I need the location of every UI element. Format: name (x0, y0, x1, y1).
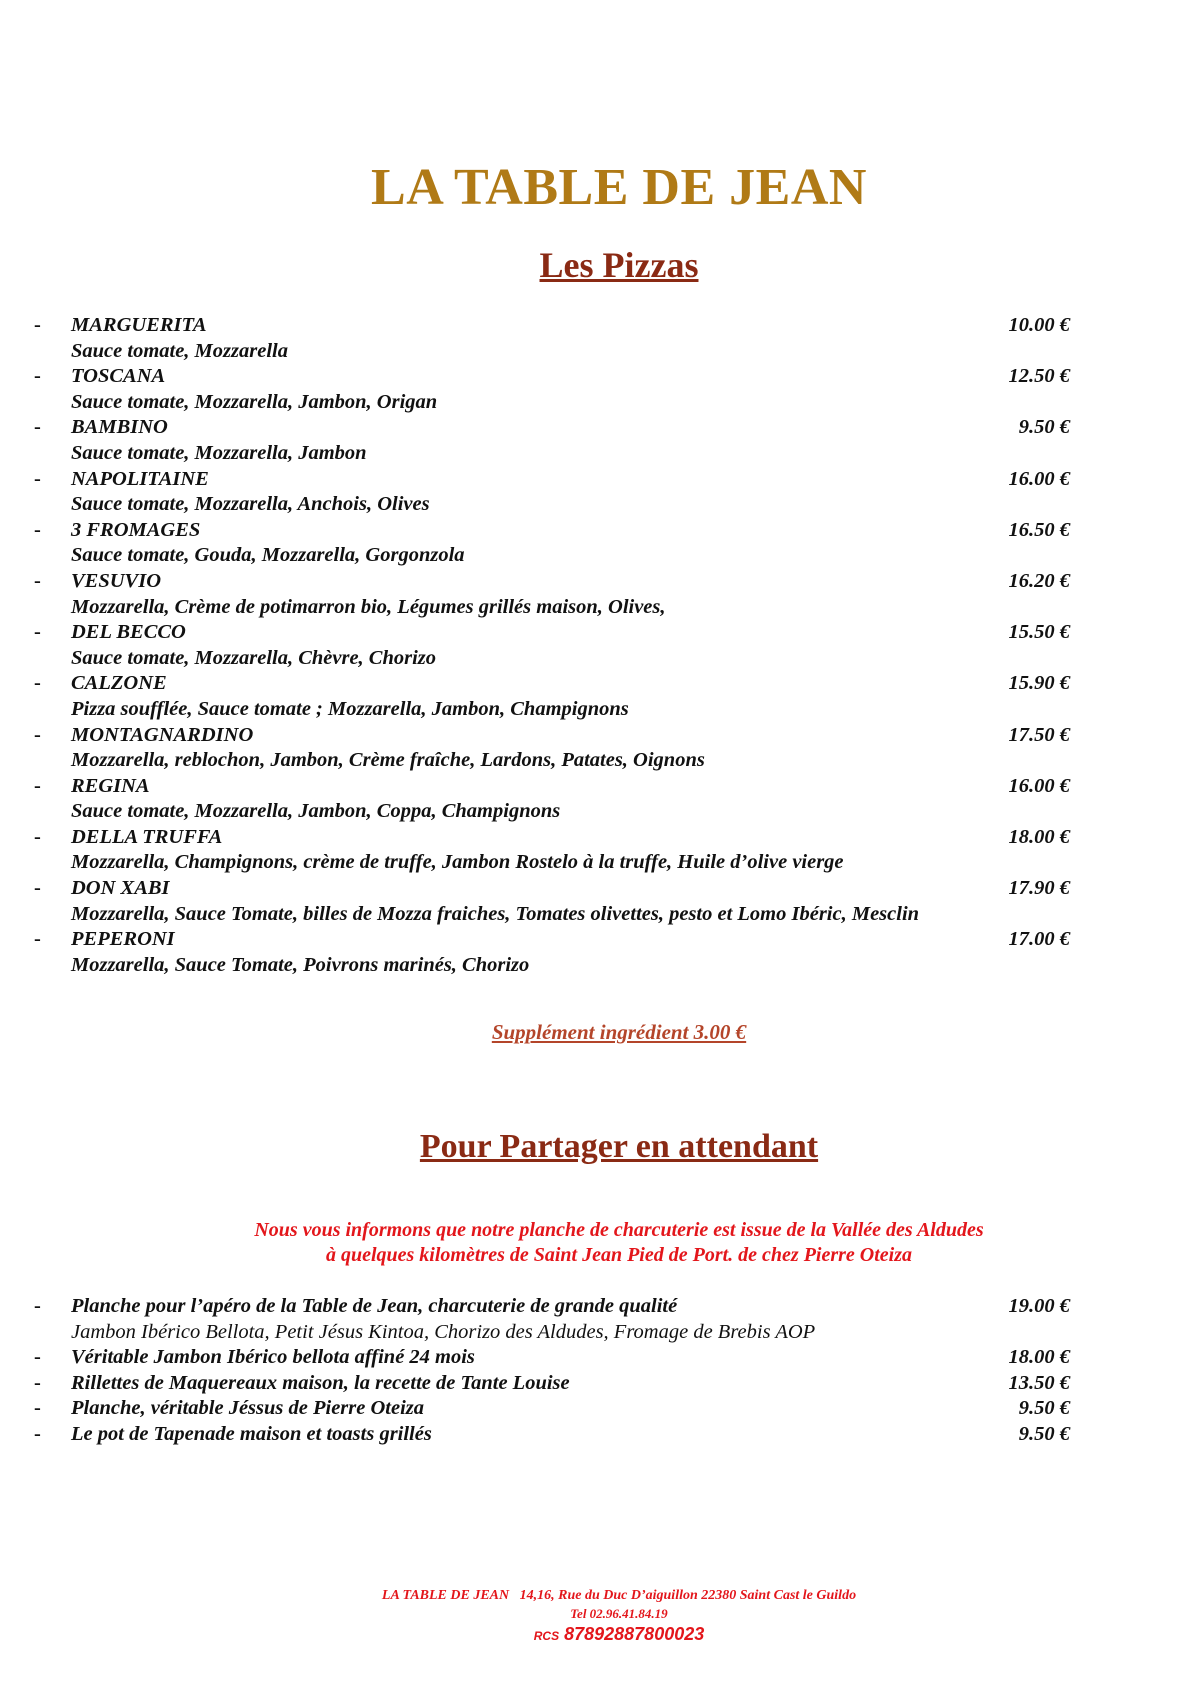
pizza-price: 17.50 € (1008, 723, 1070, 746)
pizza-description: Sauce tomate, Mozzarella (71, 339, 288, 362)
bullet-dash: - (34, 672, 41, 695)
share-price: 9.50 € (1018, 1397, 1070, 1420)
pizza-description: Pizza soufflée, Sauce tomate ; Mozzarella, Jambon, Champignons (71, 697, 629, 720)
share-description: Jambon Ibérico Bellota, Petit Jésus Kintoa, Chorizo des Aldudes, Fromage de Brebis AOP (71, 1320, 816, 1343)
footer-rcs (0, 1622, 1200, 1648)
pizza-price: 10.00 € (1008, 314, 1070, 336)
pizza-description: Mozzarella, Champignons, crème de truffe, Jambon Rostelo à la truffe, Huile d’olive vierge (71, 851, 844, 874)
pizza-price: 18.00 € (1008, 825, 1070, 848)
pizza-description: Sauce tomate, Mozzarella, Jambon, Origan (71, 390, 438, 413)
pizza-description: Sauce tomate, Gouda, Mozzarella, Gorgonzola (71, 544, 465, 567)
restaurant-title: LA TABLE DE JEAN (371, 159, 867, 216)
pizza-price: 16.00 € (1008, 774, 1070, 797)
pizza-item (0, 671, 1200, 697)
share-name: Véritable Jambon Ibérico bellota affiné 24 mois (71, 1346, 475, 1369)
pizza-description-row (0, 492, 1200, 518)
pizza-description-row (0, 953, 1200, 979)
pizza-description-row (0, 850, 1200, 876)
bullet-dash: - (34, 467, 41, 490)
pizza-description-row (0, 799, 1200, 825)
share-item (0, 1345, 1200, 1371)
pizza-name: DEL BECCO (71, 621, 186, 644)
pizza-description-row (0, 697, 1200, 723)
share-name: Le pot de Tapenade maison et toasts grillés (71, 1422, 432, 1445)
share-item (0, 1422, 1200, 1448)
pizza-name: PEPERONI (71, 928, 175, 951)
bullet-dash: - (34, 416, 41, 439)
bullet-dash: - (34, 1371, 41, 1394)
pizza-price: 15.50 € (1008, 621, 1070, 644)
bullet-dash: - (34, 1346, 41, 1369)
bullet-dash: - (34, 877, 41, 900)
bullet-dash: - (34, 365, 41, 388)
share-name: Rillettes de Maquereaux maison, la recette de Tante Louise (71, 1371, 570, 1394)
bullet-dash: - (34, 314, 41, 336)
pizza-item (0, 825, 1200, 851)
supplement-note: Supplément ingrédient 3.00 € (491, 1020, 747, 1044)
share-price: 18.00 € (1008, 1346, 1070, 1369)
pizza-name: REGINA (71, 774, 150, 797)
pizza-price: 16.50 € (1008, 518, 1070, 541)
pizza-description-row (0, 441, 1200, 467)
share-price: 13.50 € (1008, 1371, 1070, 1394)
pizza-price: 16.20 € (1008, 569, 1070, 592)
pizza-item (0, 876, 1200, 902)
pizza-price: 17.90 € (1008, 877, 1070, 900)
pizza-description-row (0, 595, 1200, 621)
share-name: Planche, véritable Jéssus de Pierre Oteiza (71, 1397, 425, 1420)
pizza-name: MARGUERITA (71, 314, 207, 336)
pizza-item (0, 364, 1200, 390)
pizza-description-row (0, 902, 1200, 928)
pizza-description: Mozzarella, reblochon, Jambon, Crème fraîche, Lardons, Patates, Oignons (71, 749, 705, 772)
pizza-description: Sauce tomate, Mozzarella, Chèvre, Chorizo (71, 646, 437, 669)
rcs-label: RCS (533, 1629, 560, 1643)
bullet-dash: - (34, 825, 41, 848)
pizza-name: TOSCANA (71, 365, 166, 388)
charcuterie-notice (0, 1218, 1200, 1268)
share-description-row (0, 1320, 1200, 1346)
pizza-item (0, 569, 1200, 595)
share-list (0, 1294, 1200, 1448)
share-item (0, 1294, 1200, 1320)
pizza-price: 17.00 € (1008, 928, 1070, 951)
pizza-description: Sauce tomate, Mozzarella, Anchois, Olives (71, 493, 430, 516)
pizza-description-row (0, 748, 1200, 774)
bullet-dash: - (34, 1295, 41, 1317)
pizza-item (0, 415, 1200, 441)
pizza-name: DON XABI (71, 877, 170, 900)
pizza-price: 16.00 € (1008, 467, 1070, 490)
pizza-price: 15.90 € (1008, 672, 1070, 695)
bullet-dash: - (34, 928, 41, 951)
notice-line: à quelques kilomètres de Saint Jean Pied de Port. de chez Pierre Oteiza (325, 1244, 913, 1266)
bullet-dash: - (34, 723, 41, 746)
pizza-description-row (0, 339, 1200, 365)
share-price: 9.50 € (1018, 1422, 1070, 1445)
share-heading: Pour Partager en attendant (419, 1128, 819, 1165)
pizza-item (0, 927, 1200, 953)
pizza-description: Mozzarella, Sauce Tomate, billes de Mozza fraiches, Tomates olivettes, pesto et Lomo Ibéric, Mesclin (71, 902, 920, 925)
share-item (0, 1371, 1200, 1397)
pizza-description-row (0, 390, 1200, 416)
bullet-dash: - (34, 1397, 41, 1420)
pizza-description-row (0, 646, 1200, 672)
footer (0, 1586, 1200, 1648)
pizza-description: Mozzarella, Sauce Tomate, Poivrons marinés, Chorizo (71, 953, 530, 976)
bullet-dash: - (34, 1422, 41, 1445)
rcs-number: 87892887800023 (564, 1624, 705, 1644)
pizza-description: Sauce tomate, Mozzarella, Jambon (71, 441, 367, 464)
pizza-name: VESUVIO (71, 569, 162, 592)
bullet-dash: - (34, 774, 41, 797)
share-item (0, 1396, 1200, 1422)
share-price: 19.00 € (1008, 1295, 1070, 1317)
footer-address: LA TABLE DE JEAN 14,16, Rue du Duc D’aiguillon 22380 Saint Cast le Guildo (381, 1588, 857, 1603)
pizza-list (0, 313, 1200, 978)
pizza-item (0, 723, 1200, 749)
pizza-name: NAPOLITAINE (71, 467, 209, 490)
pizza-name: 3 FROMAGES (71, 518, 201, 541)
pizza-price: 9.50 € (1018, 416, 1070, 439)
pizza-item (0, 467, 1200, 493)
share-name: Planche pour l’apéro de la Table de Jean, charcuterie de grande qualité (71, 1295, 678, 1317)
pizza-description: Mozzarella, Crème de potimarron bio, Légumes grillés maison, Olives, (71, 595, 666, 618)
pizza-item (0, 774, 1200, 800)
pizza-price: 12.50 € (1008, 365, 1070, 388)
bullet-dash: - (34, 518, 41, 541)
pizza-name: CALZONE (71, 672, 167, 695)
pizza-item (0, 518, 1200, 544)
pizza-name: BAMBINO (71, 416, 168, 439)
pizzas-heading: Les Pizzas (539, 245, 699, 285)
pizza-item (0, 620, 1200, 646)
pizza-item (0, 313, 1200, 339)
pizza-description-row (0, 543, 1200, 569)
notice-line: Nous vous informons que notre planche de charcuterie est issue de la Vallée des Aldudes (254, 1219, 984, 1241)
bullet-dash: - (34, 621, 41, 644)
bullet-dash: - (34, 569, 41, 592)
pizza-description: Sauce tomate, Mozzarella, Jambon, Coppa, Champignons (71, 800, 561, 823)
pizza-name: DELLA TRUFFA (71, 825, 223, 848)
pizza-name: MONTAGNARDINO (71, 723, 254, 746)
footer-tel: Tel 02.96.41.84.19 (570, 1606, 668, 1621)
